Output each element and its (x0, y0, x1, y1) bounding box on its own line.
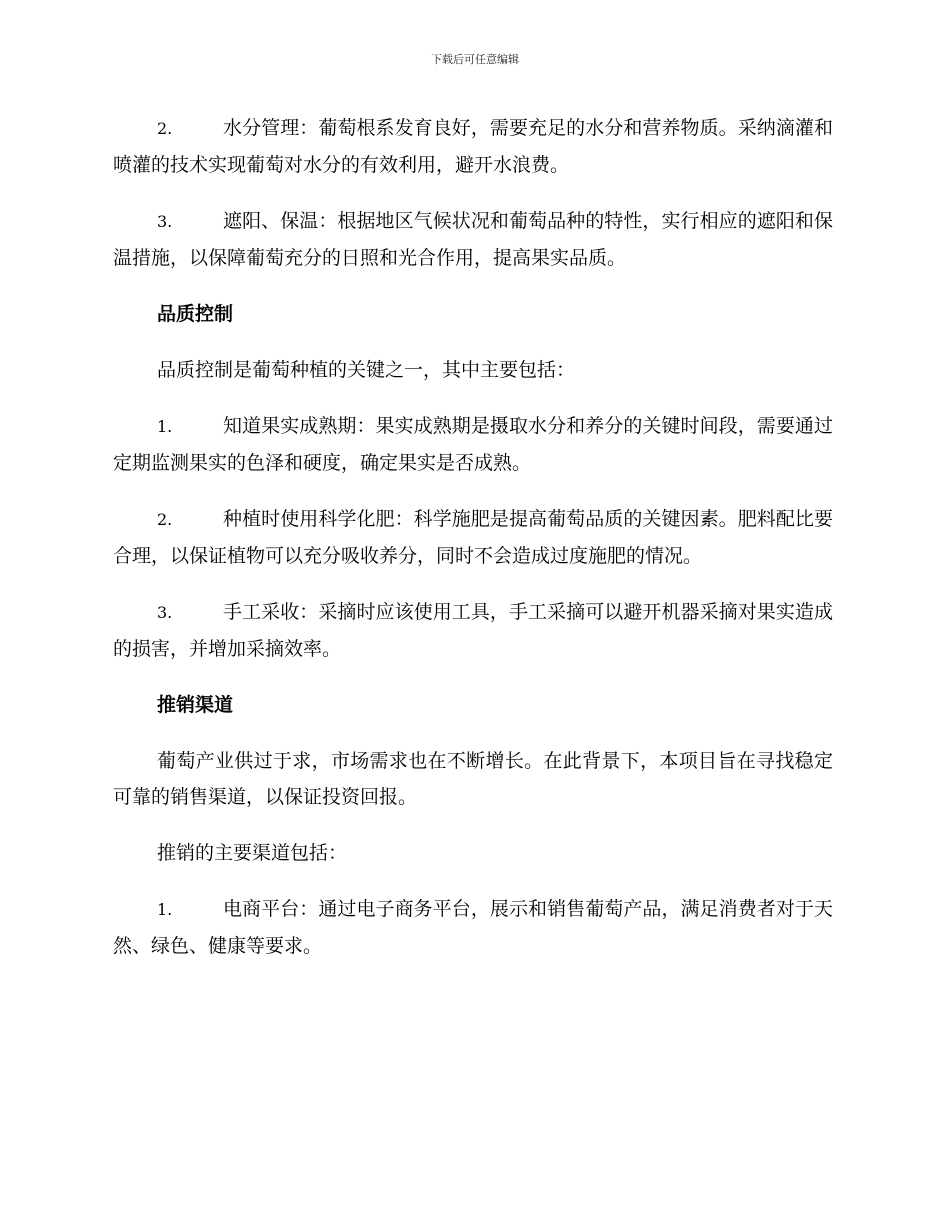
list-item-text: 手工采收：采摘时应该使用工具，手工采摘可以避开机器采摘对果实造成的损害，并增加采摘效率。 (113, 601, 833, 660)
list-number: 1. (157, 417, 173, 436)
list-item-text: 电商平台：通过电子商务平台，展示和销售葡萄产品，满足消费者对于天然、绿色、健康等要求。 (113, 898, 833, 957)
document-body (113, 110, 833, 984)
list-number: 3. (157, 603, 173, 622)
list-item-ecommerce (113, 891, 833, 964)
list-item-shading-insulation (113, 203, 833, 276)
list-item-text: 水分管理：葡萄根系发育良好，需要充足的水分和营养物质。采纳滴灌和喷灌的技术实现葡萄对水分的有效利用，避开水浪费。 (113, 117, 833, 176)
paragraph-market-background: 葡萄产业供过于求，市场需求也在不断增长。在此背景下，本项目旨在寻找稳定可靠的销售渠道，以保证投资回报。 (113, 750, 833, 808)
list-number: 2. (157, 119, 173, 138)
paragraph-channels-intro: 推销的主要渠道包括： (157, 842, 348, 864)
list-item-text: 遮阳、保温：根据地区气候状况和葡萄品种的特性，实行相应的遮阳和保温措施，以保障葡萄充分的日照和光合作用，提高果实品质。 (113, 210, 833, 269)
list-number: 2. (157, 510, 173, 529)
list-item-scientific-fertilizer (113, 501, 833, 574)
list-item-text: 知道果实成熟期：果实成熟期是摄取水分和养分的关键时间段，需要通过定期监测果实的色泽和硬度，确定果实是否成熟。 (113, 415, 833, 474)
list-number: 3. (157, 212, 173, 231)
list-number: 1. (157, 900, 173, 919)
section-heading-quality-control: 品质控制 (157, 303, 234, 325)
list-item-text: 种植时使用科学化肥：科学施肥是提高葡萄品质的关键因素。肥料配比要合理，以保证植物可以充分吸收养分，同时不会造成过度施肥的情况。 (113, 508, 833, 567)
list-item-manual-harvest (113, 594, 833, 667)
page-header: 下载后可任意编辑 (431, 53, 519, 66)
section-heading-sales-channels: 推销渠道 (157, 694, 234, 716)
paragraph-quality-intro: 品质控制是葡萄种植的关键之一，其中主要包括： (157, 359, 576, 381)
list-item-ripening-period (113, 408, 833, 481)
list-item-water-management (113, 110, 833, 183)
